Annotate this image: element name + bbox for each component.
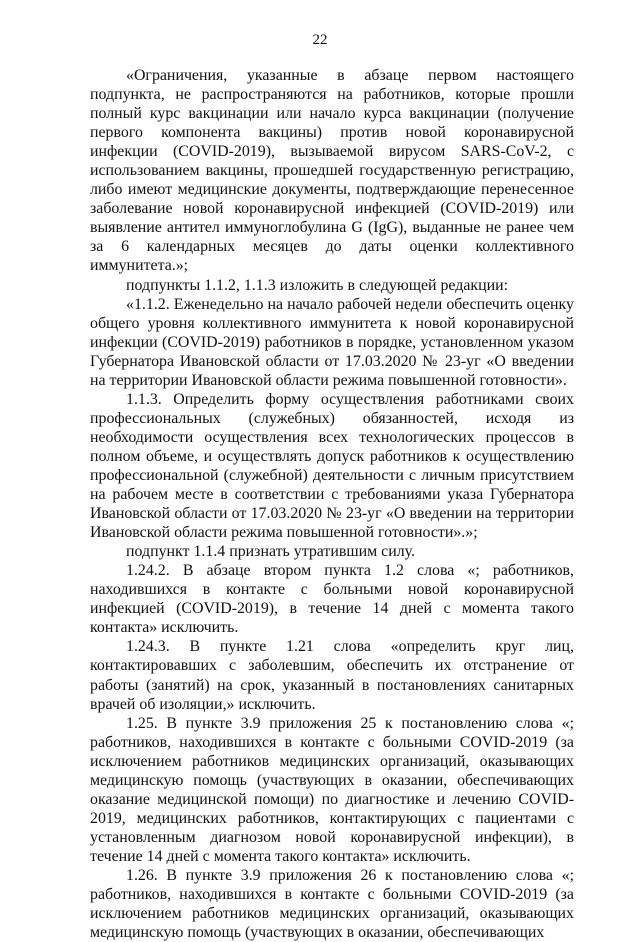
document-body	[90, 66, 574, 942]
paragraph-1-1-3: 1.1.3. Определить форму осуществления работниками своих профессиональных (служебных) обязанностей, исходя из необходимости осуществления всех технологических процессов в полном объеме, и осуществлять допуск работников к осуществлению профессиональной (служебной) деятельности с личным присутствием на рабочем месте в соответствии с требованиями указа Губернатора Ивановской области от 17.03.2020 № 23-уг «О введении на территории Ивановской области режима повышенной готовности».»;	[90, 390, 574, 542]
paragraph-1-25: 1.25. В пункте 3.9 приложения 25 к постановлению слова «; работников, находившихся в контакте с больными COVID-2019 (за исключением работников медицинских организаций, оказывающих медицинскую помощь (участвующих в оказании, обеспечивающих оказание медицинской помощи) по диагностике и лечению COVID-2019, медицинских работников, контактирующих с пациентами с установленным диагнозом новой коронавирусной инфекции), в течение 14 дней с момента такого контакта» исключить.	[90, 714, 574, 865]
page-number: 22	[312, 32, 328, 48]
paragraph-subitems-intro: подпункты 1.1.2, 1.1.3 изложить в следующей редакции:	[126, 276, 509, 294]
paragraph-vaccination-exception: «Ограничения, указанные в абзаце первом настоящего подпункта, не распространяются на работников, которые прошли полный курс вакцинации или начало курса вакцинации (получение первого компонента вакцины) против новой коронавирусной инфекции (COVID-2019), вызываемой вирусом SARS-CoV-2, с использованием вакцины, прошедшей государственную регистрацию, либо имеют медицинские документы, подтверждающие перенесенное заболевание новой коронавирусной инфекцией (COVID-2019) или выявление антител иммуноглобулина G (IgG), выданные не ранее чем за 6 календарных месяцев до даты оценки коллективного иммунитета.»;	[90, 67, 574, 275]
paragraph-1-24-3: 1.24.3. В пункте 1.21 слова «определить круг лиц, контактировавших с заболевшим, обеспечить их отстранение от работы (занятий) на срок, указанный в постановлениях санитарных врачей об изоляции,» исключить.	[90, 638, 574, 713]
paragraph-1-1-2: «1.1.2. Еженедельно на начало рабочей недели обеспечить оценку общего уровня коллективного иммунитета к новой коронавирусной инфекции (COVID-2019) работников в порядке, установленном указом Губернатора Ивановской области от 17.03.2020 № 23-уг «О введении на территории Ивановской области режима повышенной готовности».	[90, 295, 574, 389]
paragraph-1-1-4-repeal: подпункт 1.1.4 признать утратившим силу.	[126, 543, 415, 561]
paragraph-1-26: 1.26. В пункте 3.9 приложения 26 к постановлению слова «; работников, находившихся в контакте с больными COVID-2019 (за исключением работников медицинских организаций, оказывающих медицинскую помощь (участвующих в оказании, обеспечивающих	[90, 866, 574, 942]
paragraph-1-24-2: 1.24.2. В абзаце втором пункта 1.2 слова «; работников, находившихся в контакте с больными новой коронавирусной инфекцией (COVID-2019), в течение 14 дней с момента такого контакта» исключить.	[90, 562, 574, 637]
